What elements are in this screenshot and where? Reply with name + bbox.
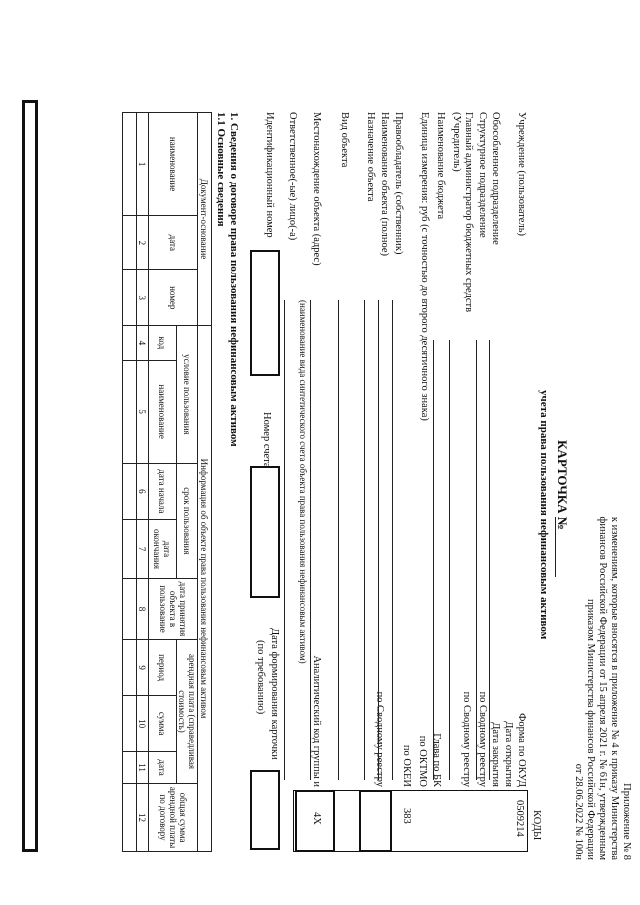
close-date-label: Дата закрытия [490, 722, 501, 787]
col-num: 12 [137, 784, 149, 852]
card-title: КАРТОЧКА № [555, 440, 570, 530]
object-name-label: Наименование объекта (полное) [379, 112, 390, 257]
budget-name-label: Наименование бюджета [435, 112, 446, 220]
col-num: 9 [137, 639, 149, 695]
separate-unit-line [489, 340, 490, 780]
okei-value: 383 [401, 808, 412, 824]
object-name-line [378, 300, 379, 780]
budget-name-line [433, 340, 434, 780]
col-cond-name-header: наименование [149, 360, 177, 463]
open-date-label: Дата открытия [503, 721, 514, 787]
col-num: 3 [137, 270, 149, 326]
header-line-3: финансов Российской Федерации от 15 апреля 2021 г. № 61н, утвержденным [597, 516, 608, 860]
id-number-label: Идентификационный номер [264, 112, 275, 238]
structural-unit-label: Структурное подразделение [477, 112, 488, 238]
col-num: 11 [137, 752, 149, 784]
col-num: 7 [137, 519, 149, 578]
object-location-line [310, 300, 311, 780]
account-hint: (наименование вида синтетического счета объекта права пользования нефинансовым активом) [298, 300, 308, 664]
col-total-header: общая сумма арендной платы по договору [149, 784, 198, 852]
table-cell[interactable] [123, 784, 137, 852]
responsible-label: Ответственное(-ые) лицо(-а) [287, 112, 298, 241]
col-num: 6 [137, 463, 149, 519]
formed-date-label: Дата формирования карточки [269, 628, 280, 760]
oktmo-label: по ОКТМО [417, 735, 428, 787]
id-number-box[interactable] [250, 250, 280, 376]
unit-label: Единица измерения: руб (с точностью до второго десятичного знака) [419, 112, 430, 421]
col-date-header: дата [149, 216, 198, 270]
svod-label-2: по Сводному реестру [461, 691, 472, 787]
header-line-4: приказом Министерства финансов Российской Федерации [585, 599, 596, 860]
analytic-value: 4X [311, 812, 322, 825]
col-name-header: наименование [149, 113, 198, 216]
structural-unit-line [476, 340, 477, 780]
object-purpose-line [364, 300, 365, 780]
institution-label: Учреждение (пользователь) [516, 112, 527, 236]
formed-date-box[interactable] [250, 770, 280, 850]
okei-label: по ОКЕИ [401, 744, 412, 787]
contract-table [122, 112, 212, 852]
col-sum-header: сумма [149, 696, 177, 752]
section-1-title: 1. Сведения о договоре права пользования нефинансовым активом [228, 112, 240, 447]
object-purpose-label: Назначение объекта [365, 112, 376, 202]
svod-label-3: по Сводному реестру [374, 691, 385, 787]
col-num: 8 [137, 579, 149, 640]
table-cell[interactable] [123, 696, 137, 752]
col-num: 1 [137, 113, 149, 216]
col-rent-date-header: дата [149, 752, 177, 784]
table-cell[interactable] [123, 270, 137, 326]
table-cell[interactable] [123, 519, 137, 578]
header-line-2: к изменениям, которые вносятся в приложение № 4 к приказу Министерства [609, 516, 620, 860]
col-num: 10 [137, 696, 149, 752]
card-number-line [555, 517, 556, 577]
codes-heading: КОДЫ [531, 810, 542, 841]
doc-basis-header: Документ-основание [198, 113, 212, 326]
table-cell[interactable] [123, 639, 137, 695]
object-location-label: Местонахождение объекта (адрес) [311, 112, 322, 266]
owner-line [392, 300, 393, 780]
section-1-1-title: 1.1 Основные сведения [215, 112, 227, 227]
header-line-5: от 28.06.2022 № 100н [573, 763, 584, 860]
col-period-header: период [149, 639, 177, 695]
table-cell[interactable] [123, 216, 137, 270]
okud-value: 0509214 [514, 800, 525, 837]
info-object-header: Информация об объекте права пользования нефинансовым активом [198, 326, 212, 852]
col-start-header: дата начала [149, 463, 177, 519]
col-end-header: дата окончания [149, 519, 177, 578]
card-subtitle: учета права пользования нефинансовым активом [538, 390, 550, 640]
col-code-header: код [149, 326, 177, 361]
separate-unit-label: Обособленное подразделение [490, 112, 501, 245]
analytic-label: Аналитический код группы и [311, 655, 322, 787]
account-number-box[interactable] [250, 466, 280, 598]
object-type-line [338, 300, 339, 780]
col-num: 5 [137, 360, 149, 463]
col-num: 4 [137, 326, 149, 361]
responsible-line [284, 300, 285, 780]
table-cell[interactable] [123, 113, 137, 216]
on-request-label: (по требованию) [255, 640, 266, 715]
table-cell[interactable] [123, 360, 137, 463]
col-num: 2 [137, 216, 149, 270]
bk-label: Глава по БК [431, 733, 442, 787]
term-header: срок пользования [177, 463, 198, 578]
table-cell[interactable] [123, 326, 137, 361]
col-number-header: номер [149, 270, 198, 326]
rent-header: арендная плата (справедливая стоимость) [177, 639, 198, 783]
chief-admin-label: Главный администратор бюджетных средств (Учредитель) [451, 112, 474, 313]
okud-label: Форма по ОКУД [516, 713, 527, 787]
table-cell[interactable] [123, 463, 137, 519]
header-line-1: Приложение № 8 [621, 783, 632, 860]
svod-label-1: по Сводному реестру [477, 691, 488, 787]
use-conditions-header: условие пользования [177, 326, 198, 464]
owner-label: Правообладатель (собственник) [393, 112, 404, 255]
object-type-label: Вид объекта [339, 112, 350, 168]
svod-box-3 [359, 790, 392, 852]
table-cell[interactable] [123, 579, 137, 640]
col-accept-header: дата принятия объекта в пользование [149, 579, 198, 640]
account-number-label: Номер счета [261, 412, 272, 468]
bottom-frame [22, 100, 38, 852]
table-cell[interactable] [123, 752, 137, 784]
chief-admin-line [449, 340, 450, 780]
